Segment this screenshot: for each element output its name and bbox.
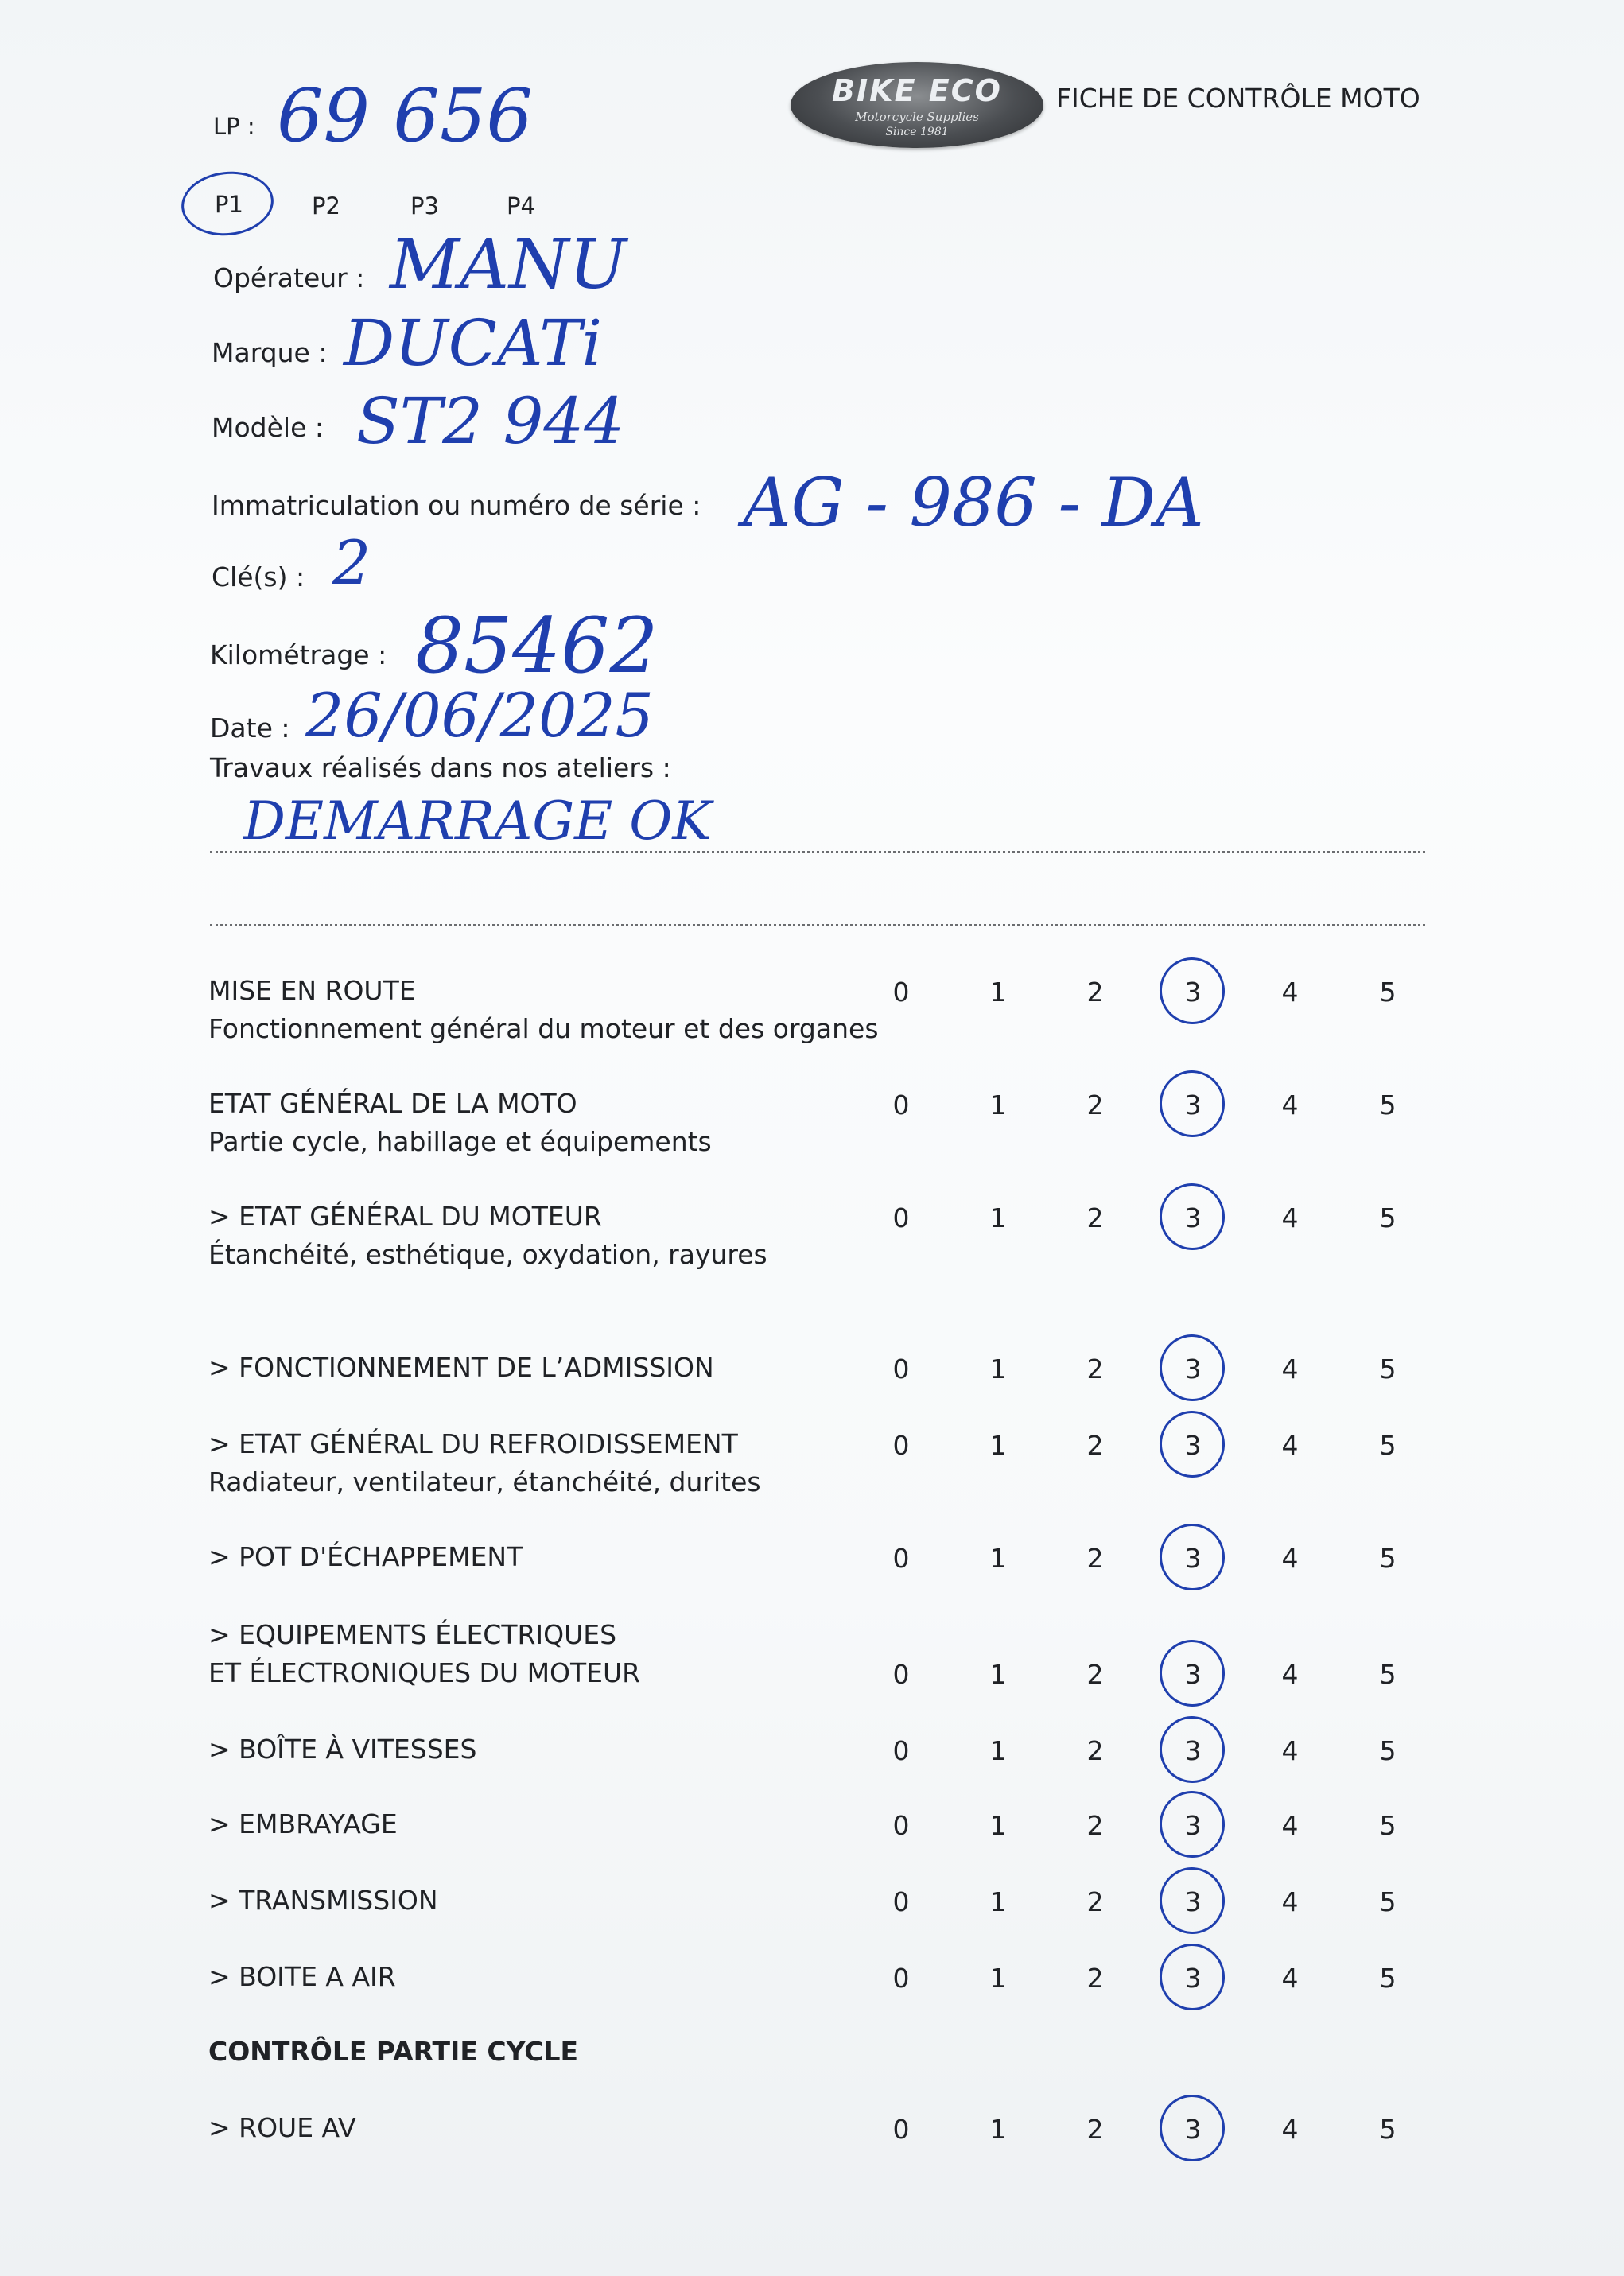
score-option-4[interactable]: 4 <box>1281 1810 1299 1841</box>
travaux-value: DEMARRAGE OK <box>243 790 712 852</box>
score-option-3[interactable]: 3 <box>1184 1735 1202 1766</box>
check-title: > BOITE A AIR <box>208 1961 396 1992</box>
score-option-4[interactable]: 4 <box>1281 1354 1299 1385</box>
score-selected-circle <box>1156 1712 1230 1788</box>
score-option-0[interactable]: 0 <box>892 1543 910 1574</box>
score-option-4[interactable]: 4 <box>1281 1430 1299 1461</box>
score-option-4[interactable]: 4 <box>1281 1089 1299 1121</box>
date-value: 26/06/2025 <box>305 680 655 751</box>
modele-label: Modèle : <box>212 412 324 443</box>
check-title: > FONCTIONNEMENT DE L’ADMISSION <box>208 1352 714 1383</box>
score-option-3[interactable]: 3 <box>1184 1089 1202 1121</box>
check-subtitle: Radiateur, ventilateur, étanchéité, durites <box>208 1466 761 1497</box>
score-selected-circle <box>1156 2091 1230 2166</box>
score-option-0[interactable]: 0 <box>892 1886 910 1917</box>
score-option-1[interactable]: 1 <box>989 977 1007 1008</box>
score-option-1[interactable]: 1 <box>989 1202 1007 1233</box>
score-selected-circle <box>1156 1940 1230 2015</box>
score-option-4[interactable]: 4 <box>1281 1543 1299 1574</box>
check-title: > EQUIPEMENTS ÉLECTRIQUES <box>208 1619 617 1650</box>
cles-value: 2 <box>332 527 371 598</box>
score-option-5[interactable]: 5 <box>1379 1202 1397 1233</box>
score-option-2[interactable]: 2 <box>1086 1886 1104 1917</box>
score-option-2[interactable]: 2 <box>1086 2114 1104 2145</box>
check-title: > ETAT GÉNÉRAL DU REFROIDISSEMENT <box>208 1428 738 1459</box>
score-option-0[interactable]: 0 <box>892 1963 910 1994</box>
score-selected-circle <box>1156 1520 1230 1595</box>
score-option-2[interactable]: 2 <box>1086 1659 1104 1690</box>
check-title: > POT D'ÉCHAPPEMENT <box>208 1541 523 1572</box>
score-option-5[interactable]: 5 <box>1379 2114 1397 2145</box>
score-option-1[interactable]: 1 <box>989 1430 1007 1461</box>
position-p1: P1 <box>215 191 243 218</box>
score-option-3[interactable]: 3 <box>1184 1963 1202 1994</box>
immatriculation-label: Immatriculation ou numéro de série : <box>212 490 701 521</box>
score-option-0[interactable]: 0 <box>892 1354 910 1385</box>
check-title: > ETAT GÉNÉRAL DU MOTEUR <box>208 1201 602 1232</box>
score-option-2[interactable]: 2 <box>1086 1354 1104 1385</box>
score-option-3[interactable]: 3 <box>1184 1354 1202 1385</box>
score-option-2[interactable]: 2 <box>1086 1735 1104 1766</box>
score-option-2[interactable]: 2 <box>1086 1430 1104 1461</box>
score-option-5[interactable]: 5 <box>1379 1659 1397 1690</box>
check-title: > BOÎTE À VITESSES <box>208 1734 477 1765</box>
score-option-3[interactable]: 3 <box>1184 1543 1202 1574</box>
score-option-2[interactable]: 2 <box>1086 1202 1104 1233</box>
lp-label: LP : <box>213 113 255 140</box>
score-selected-circle <box>1156 954 1230 1029</box>
travaux-label: Travaux réalisés dans nos ateliers : <box>210 752 671 783</box>
logo-name: BIKE ECO <box>832 73 1002 108</box>
score-option-3[interactable]: 3 <box>1184 1430 1202 1461</box>
score-option-0[interactable]: 0 <box>892 1089 910 1121</box>
score-option-3[interactable]: 3 <box>1184 1202 1202 1233</box>
score-option-0[interactable]: 0 <box>892 1659 910 1690</box>
score-option-4[interactable]: 4 <box>1281 1886 1299 1917</box>
score-option-3[interactable]: 3 <box>1184 2114 1202 2145</box>
kilometrage-value: 85462 <box>415 601 659 690</box>
score-option-1[interactable]: 1 <box>989 1354 1007 1385</box>
position-p3: P3 <box>410 192 439 219</box>
check-title: > TRANSMISSION <box>208 1885 438 1916</box>
check-subtitle: Partie cycle, habillage et équipements <box>208 1126 712 1157</box>
score-option-5[interactable]: 5 <box>1379 1735 1397 1766</box>
score-selected-circle <box>1156 1066 1230 1142</box>
check-title: > ROUE AV <box>208 2112 356 2143</box>
check-title: MISE EN ROUTE <box>208 975 416 1006</box>
score-option-5[interactable]: 5 <box>1379 1430 1397 1461</box>
score-option-4[interactable]: 4 <box>1281 1735 1299 1766</box>
travaux-line-2 <box>210 924 1425 926</box>
score-option-5[interactable]: 5 <box>1379 977 1397 1008</box>
score-selected-circle <box>1156 1787 1230 1862</box>
score-option-2[interactable]: 2 <box>1086 1089 1104 1121</box>
score-option-3[interactable]: 3 <box>1184 977 1202 1008</box>
marque-label: Marque : <box>212 337 328 368</box>
check-subtitle: Étanchéité, esthétique, oxydation, rayures <box>208 1239 767 1270</box>
cles-label: Clé(s) : <box>212 561 305 592</box>
score-option-5[interactable]: 5 <box>1379 1810 1397 1841</box>
score-option-1[interactable]: 1 <box>989 1089 1007 1121</box>
score-option-1[interactable]: 1 <box>989 1659 1007 1690</box>
lp-value: 69 656 <box>277 73 533 158</box>
brand-logo <box>791 62 1043 148</box>
date-label: Date : <box>210 713 290 744</box>
check-title: > EMBRAYAGE <box>208 1808 398 1839</box>
score-option-3[interactable]: 3 <box>1184 1659 1202 1690</box>
score-option-0[interactable]: 0 <box>892 1430 910 1461</box>
score-option-0[interactable]: 0 <box>892 2114 910 2145</box>
score-option-4[interactable]: 4 <box>1281 1963 1299 1994</box>
score-selected-circle <box>1156 1179 1230 1255</box>
score-option-1[interactable]: 1 <box>989 1886 1007 1917</box>
score-option-4[interactable]: 4 <box>1281 2114 1299 2145</box>
operateur-label: Opérateur : <box>213 262 365 293</box>
score-option-5[interactable]: 5 <box>1379 1963 1397 1994</box>
score-option-2[interactable]: 2 <box>1086 1963 1104 1994</box>
operateur-value: MANU <box>390 225 627 305</box>
position-selected-circle <box>178 167 277 240</box>
score-option-1[interactable]: 1 <box>989 1543 1007 1574</box>
score-option-2[interactable]: 2 <box>1086 1810 1104 1841</box>
score-selected-circle <box>1156 1636 1230 1711</box>
score-option-1[interactable]: 1 <box>989 1735 1007 1766</box>
check-subtitle: Fonctionnement général du moteur et des organes <box>208 1013 879 1044</box>
score-selected-circle <box>1156 1407 1230 1482</box>
form-title: FICHE DE CONTRÔLE MOTO <box>1056 83 1420 114</box>
score-option-1[interactable]: 1 <box>989 2114 1007 2145</box>
score-option-4[interactable]: 4 <box>1281 1659 1299 1690</box>
score-option-1[interactable]: 1 <box>989 1963 1007 1994</box>
score-option-3[interactable]: 3 <box>1184 1810 1202 1841</box>
immatriculation-value: AG - 986 - DA <box>743 464 1204 542</box>
score-option-1[interactable]: 1 <box>989 1810 1007 1841</box>
position-p4: P4 <box>507 192 535 219</box>
position-p2: P2 <box>312 192 340 219</box>
score-option-5[interactable]: 5 <box>1379 1886 1397 1917</box>
score-selected-circle <box>1156 1330 1230 1406</box>
score-option-0[interactable]: 0 <box>892 1202 910 1233</box>
check-subtitle: ET ÉLECTRONIQUES DU MOTEUR <box>208 1657 641 1688</box>
modele-value: ST2 944 <box>356 384 625 458</box>
score-option-4[interactable]: 4 <box>1281 1202 1299 1233</box>
travaux-line-1 <box>210 851 1425 853</box>
score-selected-circle <box>1156 1863 1230 1939</box>
kilometrage-label: Kilométrage : <box>210 639 387 670</box>
score-option-2[interactable]: 2 <box>1086 977 1104 1008</box>
score-option-0[interactable]: 0 <box>892 1810 910 1841</box>
score-option-3[interactable]: 3 <box>1184 1886 1202 1917</box>
score-option-5[interactable]: 5 <box>1379 1089 1397 1121</box>
score-option-0[interactable]: 0 <box>892 1735 910 1766</box>
score-option-4[interactable]: 4 <box>1281 977 1299 1008</box>
score-option-5[interactable]: 5 <box>1379 1354 1397 1385</box>
score-option-0[interactable]: 0 <box>892 977 910 1008</box>
score-option-2[interactable]: 2 <box>1086 1543 1104 1574</box>
logo-since: Since 1981 <box>885 126 949 138</box>
check-title: ETAT GÉNÉRAL DE LA MOTO <box>208 1088 577 1119</box>
score-option-5[interactable]: 5 <box>1379 1543 1397 1574</box>
logo-tagline: Motorcycle Supplies <box>855 110 979 124</box>
marque-value: DUCATi <box>344 306 603 380</box>
section-title-partie-cycle: CONTRÔLE PARTIE CYCLE <box>208 2036 579 2067</box>
